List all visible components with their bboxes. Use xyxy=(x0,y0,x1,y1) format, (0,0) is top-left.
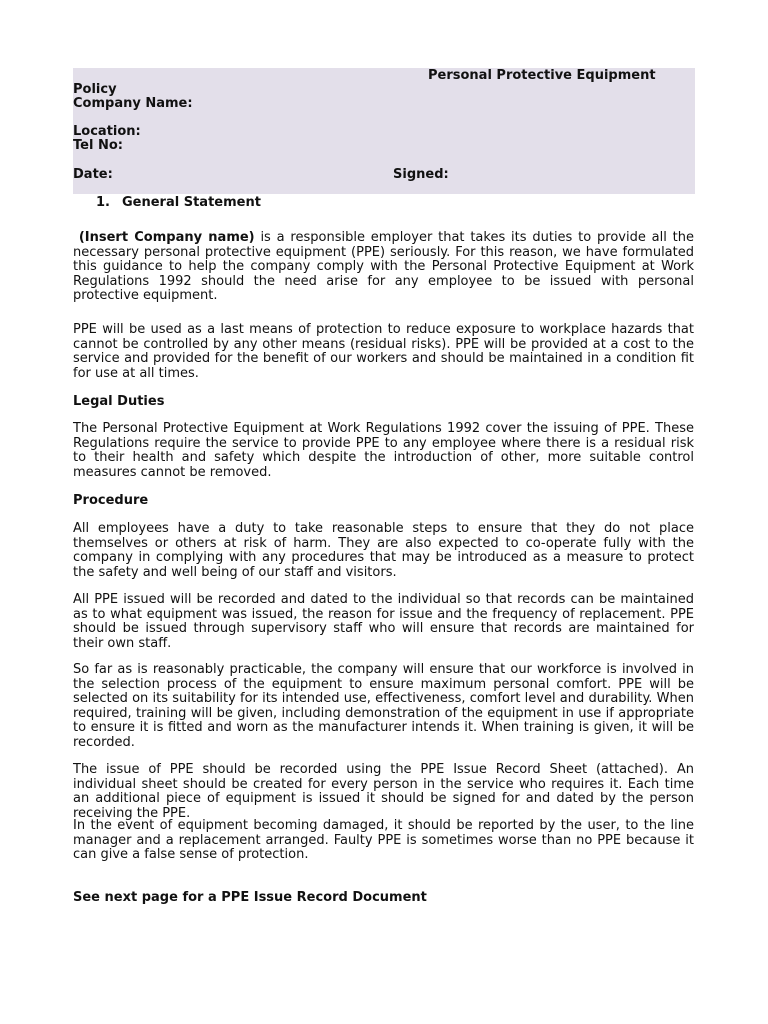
procedure-heading: Procedure xyxy=(73,493,149,508)
company-name-label: Company Name: xyxy=(73,96,193,111)
company-name-placeholder: (Insert Company name) xyxy=(78,230,255,245)
procedure-paragraph-4: The issue of PPE should be recorded using the PPE Issue Record Sheet (attached). An individual sheet should be created for every person in the service who requires it. Each time an additional piece of equipment is issued it should be signed for and dated by the person receiving the PPE. xyxy=(73,762,694,821)
location-label: Location: xyxy=(73,124,141,139)
see-next-page-note: See next page for a PPE Issue Record Document xyxy=(73,890,427,905)
last-means-paragraph: PPE will be used as a last means of protection to reduce exposure to workplace hazards that cannot be controlled by any other means (residual risks). PPE will be provided at a cost to the service and provided for the benefit of our workers and should be maintained in a condition fit for use at all times. xyxy=(73,322,694,381)
intro-paragraph xyxy=(73,231,694,304)
procedure-paragraph-2: All PPE issued will be recorded and dated to the individual so that records can be maintained as to what equipment was issued, the reason for issue and the frequency of replacement. PPE should be issued through supervisory staff who will ensure that records are maintained for their own staff. xyxy=(73,592,694,651)
legal-duties-paragraph: The Personal Protective Equipment at Work Regulations 1992 cover the issuing of PPE. These Regulations require the service to provide PPE to any employee where there is a residual risk to their health and safety which despite the introduction of other, more suitable control measures cannot be removed. xyxy=(73,421,694,480)
policy-header-box xyxy=(73,68,695,194)
signed-label: Signed: xyxy=(393,167,449,182)
policy-title-part1: Personal Protective Equipment xyxy=(428,68,656,83)
legal-duties-heading: Legal Duties xyxy=(73,394,165,409)
procedure-paragraph-3: So far as is reasonably practicable, the company will ensure that our workforce is involved in the selection process of the equipment to ensure maximum personal comfort. PPE will be selected on its suitability for its intended use, effectiveness, comfort level and durability. When required, training will be given, including demonstration of the equipment in use if appropriate to ensure it is fitted and worn as the manufacturer intends it. When training is given, it will be recorded. xyxy=(73,662,694,750)
section-general-statement-heading xyxy=(96,196,261,210)
section-number: 1. xyxy=(96,195,110,210)
policy-title-part2: Policy xyxy=(73,82,117,97)
tel-no-label: Tel No: xyxy=(73,138,123,153)
section-title: General Statement xyxy=(122,195,261,210)
intro-text: is a responsible employer that takes its duties to provide all the necessary personal protective equipment (PPE) seriously. For this reason, we have formulated this guidance to help the company comply with the Personal Protective Equipment at Work Regulations 1992 should the need arise for any employee to be issued with personal protective equipment. xyxy=(73,230,694,303)
date-label: Date: xyxy=(73,167,113,182)
procedure-paragraph-5: In the event of equipment becoming damaged, it should be reported by the user, to the line manager and a replacement arranged. Faulty PPE is sometimes worse than no PPE because it can give a false sense of protection. xyxy=(73,818,694,862)
procedure-paragraph-1: All employees have a duty to take reasonable steps to ensure that they do not place themselves or others at risk of harm. They are also expected to co-operate fully with the company in complying with any procedures that may be introduced as a measure to protect the safety and well being of our staff and visitors. xyxy=(73,521,694,580)
